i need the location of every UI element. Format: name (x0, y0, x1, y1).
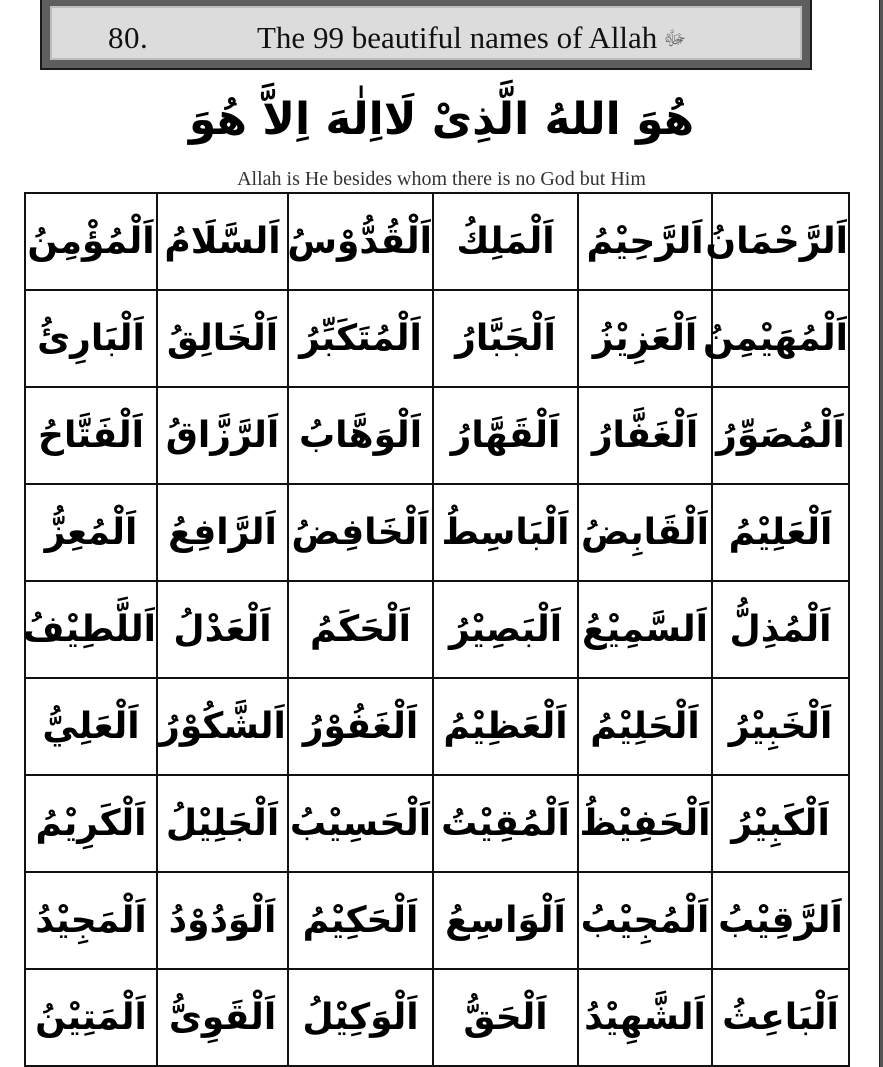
name-cell: اَلْمُعِزُّ (25, 484, 157, 581)
name-cell: اَلْبَصِيْرُ (433, 581, 578, 678)
name-cell: اَلْغَفُوْرُ (288, 678, 433, 775)
name-cell: اَلْوَكِيْلُ (288, 969, 433, 1066)
name-cell: اَلْمَلِكُ (433, 193, 578, 290)
name-cell: اَلْمَجِيْدُ (25, 872, 157, 969)
name-cell: اَلسَّمِيْعُ (578, 581, 712, 678)
name-cell: اَلْحَكِيْمُ (288, 872, 433, 969)
name-cell: اَلْمُذِلُّ (712, 581, 849, 678)
name-cell: اَلْحَفِيْظُ (578, 775, 712, 872)
table-row (25, 290, 849, 387)
chapter-title (257, 20, 686, 56)
name-cell: اَلشَّكُوْرُ (157, 678, 288, 775)
page-edge-bar (879, 0, 883, 1067)
name-cell: اَلرَّحْمَانُ (712, 193, 849, 290)
name-cell: اَلْجَبَّارُ (433, 290, 578, 387)
name-cell: اَلْمُهَيْمِنُ (712, 290, 849, 387)
table-row (25, 387, 849, 484)
name-cell: اَلسَّلَامُ (157, 193, 288, 290)
name-cell: اَلْقَهَّارُ (433, 387, 578, 484)
name-cell: اَلْخَالِقُ (157, 290, 288, 387)
table-row (25, 193, 849, 290)
name-cell: اَلْعَلِيْمُ (712, 484, 849, 581)
name-cell: اَلْكَرِيْمُ (25, 775, 157, 872)
name-cell: اَلْفَتَّاحُ (25, 387, 157, 484)
name-cell: اَلْقُدُّوْسُ (288, 193, 433, 290)
name-cell: اَلْمَتِيْنُ (25, 969, 157, 1066)
honorific-glyph-icon: ﷻ (663, 26, 686, 51)
name-cell: اَلْقَوِىُّ (157, 969, 288, 1066)
table-row (25, 969, 849, 1066)
name-cell: اَلْحَلِيْمُ (578, 678, 712, 775)
name-cell: اَلْعَزِيْزُ (578, 290, 712, 387)
name-cell: اَلْمُجِيْبُ (578, 872, 712, 969)
name-cell: اَلْحَكَمُ (288, 581, 433, 678)
chapter-header (40, 0, 812, 70)
name-cell: اَلْوَهَّابُ (288, 387, 433, 484)
table-row (25, 872, 849, 969)
table-row (25, 581, 849, 678)
name-cell: اَلرَّقِيْبُ (712, 872, 849, 969)
name-cell: اَلْمُصَوِّرُ (712, 387, 849, 484)
name-cell: اَلْغَفَّارُ (578, 387, 712, 484)
name-cell: اَلْحَقُّ (433, 969, 578, 1066)
name-cell: اَلْحَسِيْبُ (288, 775, 433, 872)
name-cell: اَلرَّزَّاقُ (157, 387, 288, 484)
name-cell: اَلْعَظِيْمُ (433, 678, 578, 775)
chapter-header-panel (50, 6, 802, 60)
name-cell: اَلْبَاعِثُ (712, 969, 849, 1066)
name-cell: اَلشَّهِيْدُ (578, 969, 712, 1066)
name-cell: اَلْعَلِيُّ (25, 678, 157, 775)
name-cell: اَلْجَلِيْلُ (157, 775, 288, 872)
name-cell: اَلْخَبِيْرُ (712, 678, 849, 775)
arabic-verse: هُوَ اللهُ الَّذِىْ لَااِلٰهَ اِلاَّ هُوَ (188, 94, 695, 145)
name-cell: اَلْكَبِيْرُ (712, 775, 849, 872)
name-cell: اَلرَّافِعُ (157, 484, 288, 581)
name-cell: اَلْمُقِيْتُ (433, 775, 578, 872)
name-cell: اَلْقَابِضُ (578, 484, 712, 581)
name-cell: اَلْبَارِئُ (25, 290, 157, 387)
verse-translation: Allah is He besides whom there is no God but Him (237, 168, 646, 190)
table-row (25, 484, 849, 581)
table-row (25, 678, 849, 775)
name-cell: اَلْعَدْلُ (157, 581, 288, 678)
name-cell: اَلْبَاسِطُ (433, 484, 578, 581)
chapter-title-text: The 99 beautiful names of Allah (257, 20, 658, 55)
name-cell: اَلْخَافِضُ (288, 484, 433, 581)
name-cell: اَلْوَاسِعُ (433, 872, 578, 969)
name-cell: اَللَّطِيْفُ (25, 581, 157, 678)
names-grid (24, 192, 850, 1067)
name-cell: اَلْوَدُوْدُ (157, 872, 288, 969)
chapter-number: 80. (108, 20, 149, 55)
table-row (25, 775, 849, 872)
name-cell: اَلرَّحِيْمُ (578, 193, 712, 290)
name-cell: اَلْمُتَكَبِّرُ (288, 290, 433, 387)
name-cell: اَلْمُؤْمِنُ (25, 193, 157, 290)
